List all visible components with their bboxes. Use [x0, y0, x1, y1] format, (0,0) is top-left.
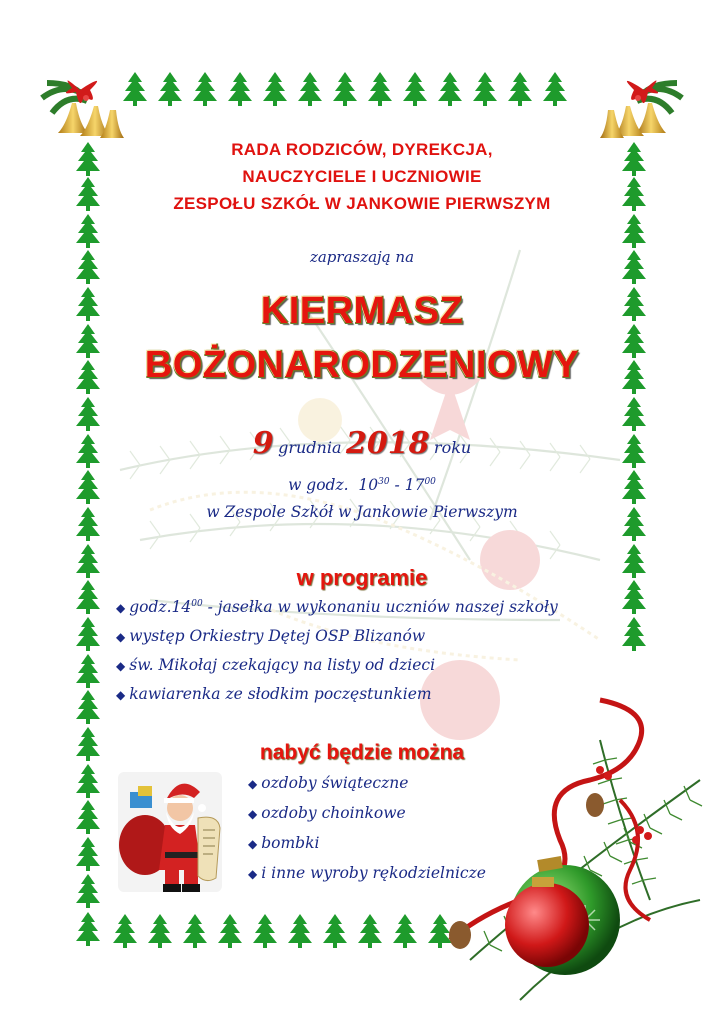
- date-year: 2018: [345, 426, 430, 461]
- title-line-1: KIERMASZ: [260, 290, 464, 332]
- date-month: grudnia: [278, 438, 342, 457]
- event-date: [0, 426, 724, 461]
- time-end-hour: 17: [404, 476, 425, 494]
- program-item: ◆ św. Mikołaj czekający na listy od dzieci: [116, 656, 436, 674]
- buy-item: ◆ bombki: [248, 834, 320, 852]
- tree-border-top: [123, 72, 567, 106]
- diamond-bullet-icon: ◆: [116, 601, 126, 615]
- buy-list: [248, 774, 486, 894]
- diamond-bullet-icon: ◆: [248, 777, 258, 791]
- buy-item: ◆ ozdoby świąteczne: [248, 774, 409, 792]
- time-start-min: 30: [378, 476, 390, 487]
- diamond-bullet-icon: ◆: [248, 807, 258, 821]
- event-time: [0, 476, 724, 494]
- program-heading: w programie: [296, 565, 428, 590]
- bells-icon-right: [600, 80, 682, 138]
- time-prefix: w godz.: [288, 476, 349, 494]
- diamond-bullet-icon: ◆: [248, 837, 258, 851]
- diamond-bullet-icon: ◆: [248, 867, 258, 881]
- organizers-line-3: ZESPOŁU SZKÓŁ W JANKOWIE PIERWSZYM: [173, 194, 551, 213]
- buy-item: ◆ i inne wyroby rękodzielnicze: [248, 864, 486, 882]
- invite-text: zapraszają na: [309, 248, 415, 266]
- organizers-line-2: NAUCZYCIELE I UCZNIOWIE: [242, 167, 482, 186]
- title-line-2: BOŻONARODZENIOWY: [144, 344, 580, 386]
- time-end-min: 00: [424, 476, 436, 487]
- date-suffix: roku: [433, 438, 472, 457]
- event-venue: w Zespole Szkół w Jankowie Pierwszym: [206, 503, 518, 521]
- program-item: ◆ kawiarenka ze słodkim poczęstunkiem: [116, 685, 432, 703]
- bells-icon-left: [42, 80, 124, 138]
- buy-item: ◆ ozdoby choinkowe: [248, 804, 406, 822]
- organizers-line-1: RADA RODZICÓW, DYREKCJA,: [231, 140, 493, 159]
- program-list: [116, 598, 558, 714]
- santa-claus-icon: [118, 772, 222, 892]
- diamond-bullet-icon: ◆: [116, 688, 126, 702]
- diamond-bullet-icon: ◆: [116, 630, 126, 644]
- time-start-hour: 10: [358, 476, 379, 494]
- tree-border-bottom: [113, 914, 452, 948]
- buy-heading: nabyć będzie można: [259, 741, 465, 764]
- program-item: ◆ występ Orkiestry Dętej OSP Blizanów: [116, 627, 426, 645]
- diamond-bullet-icon: ◆: [116, 659, 126, 673]
- program-item: ◆ $godz.14^{00}$ - jasełka w wykonaniu uczniów naszej szkoły: [116, 598, 558, 616]
- date-day: 9: [252, 426, 274, 461]
- time-separator: -: [394, 476, 400, 494]
